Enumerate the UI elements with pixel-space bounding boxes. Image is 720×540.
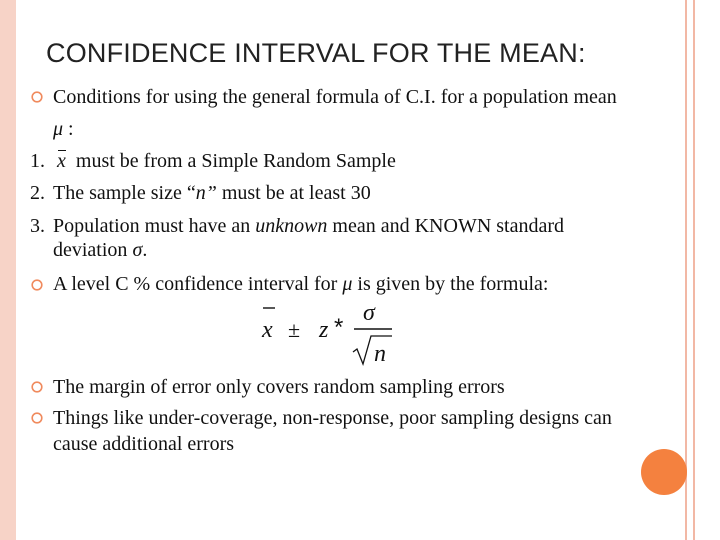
item-3-line2 bbox=[53, 238, 147, 262]
formula-star: * bbox=[334, 314, 344, 341]
item-2-part-b: must be at least 30 bbox=[216, 182, 371, 204]
mu-symbol: μ bbox=[53, 118, 64, 140]
formula-sigma: σ bbox=[363, 300, 375, 326]
item-2-n: n” bbox=[195, 182, 217, 204]
mu-colon: : bbox=[68, 118, 74, 140]
ci-part-a: A level C % confidence interval for bbox=[53, 273, 343, 295]
item-2-part-a: The sample size “ bbox=[53, 182, 196, 204]
item-1-rest: must be from a Simple Random Sample bbox=[75, 150, 396, 172]
item-3-sigma: σ bbox=[132, 239, 143, 261]
item-3-text bbox=[53, 214, 564, 238]
item-number: 1. bbox=[30, 150, 45, 172]
item-2-text bbox=[53, 181, 371, 205]
item-number: 3. bbox=[30, 215, 45, 237]
item-number: 2. bbox=[30, 182, 45, 204]
bullet-ring-icon bbox=[31, 91, 43, 103]
things-bullet-line1: Things like under-coverage, non-response, poor sampling designs can bbox=[53, 407, 612, 429]
slide-title: CONFIDENCE INTERVAL FOR THE MEAN: bbox=[46, 38, 586, 68]
right-decorative-line bbox=[685, 0, 687, 540]
margin-bullet: The margin of error only covers random sampling errors bbox=[53, 376, 505, 398]
formula-sqrt-sign bbox=[353, 336, 392, 364]
conditions-intro: Conditions for using the general formula of C.I. for a population mean bbox=[53, 86, 617, 108]
bullet-ring-icon bbox=[31, 412, 43, 424]
formula-z: z bbox=[319, 317, 329, 343]
ci-part-b: is given by the formula: bbox=[352, 273, 549, 295]
item-3-line2-a: deviation bbox=[53, 239, 133, 261]
bullet-ring-icon bbox=[31, 381, 43, 393]
formula-x: x bbox=[262, 317, 273, 343]
mu-line bbox=[53, 117, 74, 141]
item-1-text bbox=[57, 149, 396, 173]
ci-formula bbox=[258, 298, 398, 368]
decorative-orange-circle bbox=[641, 449, 687, 495]
right-decorative-line bbox=[693, 0, 695, 540]
bullet-ring-icon bbox=[31, 279, 43, 291]
things-bullet-line2: cause additional errors bbox=[53, 433, 235, 455]
ci-bullet bbox=[53, 272, 548, 296]
item-3-line2-b: . bbox=[142, 239, 148, 261]
ci-mu: μ bbox=[342, 273, 353, 295]
formula-n: n bbox=[374, 341, 386, 367]
x-bar-symbol: x bbox=[57, 150, 66, 172]
left-decorative-band bbox=[0, 0, 16, 540]
item-3-part-b: mean and KNOWN standard bbox=[327, 215, 565, 237]
item-3-unknown: unknown bbox=[255, 215, 328, 237]
item-3-part-a: Population must have an bbox=[53, 215, 256, 237]
formula-plus-minus: ± bbox=[288, 317, 301, 342]
